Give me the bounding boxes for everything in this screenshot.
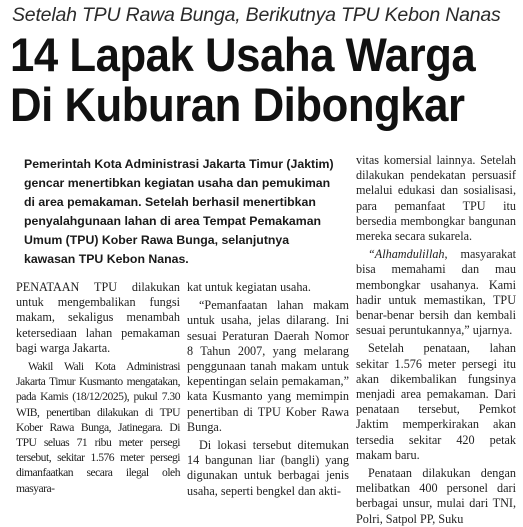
paragraph: PENATAAN TPU dilakukan untuk mengembalikan fungsi makam, sekaligus menambah ketersediaan lahan pemakaman bagi warga Jakarta. — [16, 280, 180, 355]
paragraph: Di lokasi tersebut ditemukan 14 bangunan liar (bangli) yang digunakan untuk berbagai jenis usaha, seperti bengkel dan akti- — [187, 438, 349, 498]
headline-line-2: Di Kuburan Dibongkar — [10, 78, 465, 131]
paragraph: “Pemanfaatan lahan makam untuk usaha, jelas dilarang. Ini sesuai Peraturan Daerah Nomor 8 Tahun 2007, yang melarang penggunaan tanah makam untuk kepentingan selain pemakaman,” kata Kusmanto yang memimpin penertiban di TPU Kober Rawa Bunga. — [187, 298, 349, 434]
paragraph: vitas komersial lainnya. Setelah dilakukan pendekatan persuasif melalui edukasi dan sosialisasi, para pemanfaat TPU itu bersedia membongkar bangunan mereka secara sukarela. — [356, 153, 516, 244]
article-kicker: Setelah TPU Rawa Bunga, Berikutnya TPU Kebon Nanas — [12, 4, 501, 26]
paragraph: Penataan dilakukan dengan melibatkan 400 personel dari berbagai unsur, mulai dari TNI, Polri, Satpol PP, Suku — [356, 466, 516, 526]
headline-line-1: 14 Lapak Usaha Warga — [10, 28, 476, 81]
paragraph: Setelah penataan, lahan sekitar 1.576 meter persegi itu akan dikembalikan fungsinya menjadi area pemakaman. Dari penataan tersebut, Pemkot Jaktim memperkirakan akan tersedia sekitar 420 petak makam baru. — [356, 341, 516, 462]
paragraph: Wakil Wali Kota Administrasi Jakarta Timur Kusmanto mengatakan, pada Kamis (18/12/2025), pukul 7.30 WIB, penertiban dilakukan di TPU Kober Rawa Bunga, Jatinegara. Di TPU seluas 71 ribu meter persegi tersebut, sekitar 1.576 meter persegi dimanfaatkan secara ilegal oleh masyara- — [16, 360, 180, 495]
quote-rest: , masyarakat bisa memahami dan mau membongkar usahanya. Kami hadir untuk memastikan, TPU benar-benar bersih dan kembali sesuai peruntukannya,” ujarnya. — [356, 247, 516, 338]
quote-italic: “Alhamdulillah — [368, 247, 445, 262]
article-column-1 — [16, 280, 180, 496]
article-column-3 — [356, 153, 516, 527]
article-lead: Pemerintah Kota Administrasi Jakarta Timur (Jaktim) gencar menertibkan kegiatan usaha dan pemukiman di area pemakaman. Setelah berhasil menertibkan penyalahgunaan lahan di area Tempat Pemakaman Umum (TPU) Kober Rawa Bunga, selanjutnya kawasan TPU Kebon Nanas. — [24, 157, 334, 266]
paragraph: kat untuk kegiatan usaha. — [187, 280, 311, 294]
article-column-2 — [187, 280, 349, 499]
article-headline — [10, 30, 520, 130]
paragraph — [356, 247, 516, 338]
